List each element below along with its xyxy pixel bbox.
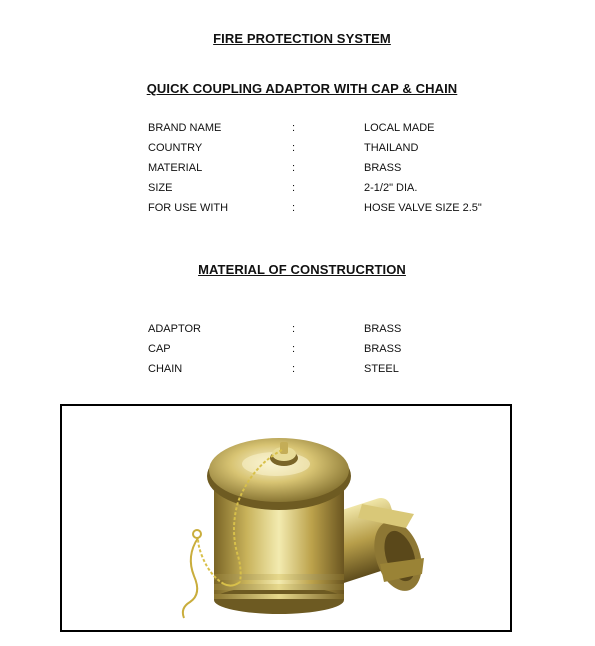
material-value: BRASS	[364, 343, 402, 355]
spec-label: MATERIAL	[148, 162, 203, 174]
spec-label: SIZE	[148, 182, 173, 194]
material-separator: :	[292, 343, 296, 355]
spec-separator: :	[292, 202, 296, 214]
material-label: ADAPTOR	[148, 323, 201, 335]
spec-value: BRASS	[364, 162, 402, 174]
page-title: FIRE PROTECTION SYSTEM	[213, 31, 391, 46]
material-separator: :	[292, 363, 296, 375]
spec-value: THAILAND	[364, 142, 419, 154]
spec-value: LOCAL MADE	[364, 122, 435, 134]
spec-separator: :	[292, 182, 296, 194]
material-value: STEEL	[364, 363, 399, 375]
adaptor-cap	[207, 438, 351, 510]
brass-adaptor-photo-icon	[62, 406, 510, 630]
spec-separator: :	[292, 142, 296, 154]
material-value: BRASS	[364, 323, 402, 335]
material-label: CHAIN	[148, 363, 183, 375]
material-separator: :	[292, 323, 296, 335]
spec-separator: :	[292, 122, 296, 134]
spec-label: COUNTRY	[148, 142, 203, 154]
material-label: CAP	[148, 343, 171, 355]
spec-value: 2-1/2" DIA.	[364, 182, 418, 194]
spec-separator: :	[292, 162, 296, 174]
section-title: MATERIAL OF CONSTRUCRTION	[198, 262, 406, 277]
product-photo-frame	[60, 404, 512, 632]
spec-label: FOR USE WITH	[148, 202, 229, 214]
spec-value: HOSE VALVE SIZE 2.5"	[364, 202, 482, 214]
spec-label: BRAND NAME	[148, 122, 222, 134]
product-name: QUICK COUPLING ADAPTOR WITH CAP & CHAIN	[146, 81, 458, 96]
